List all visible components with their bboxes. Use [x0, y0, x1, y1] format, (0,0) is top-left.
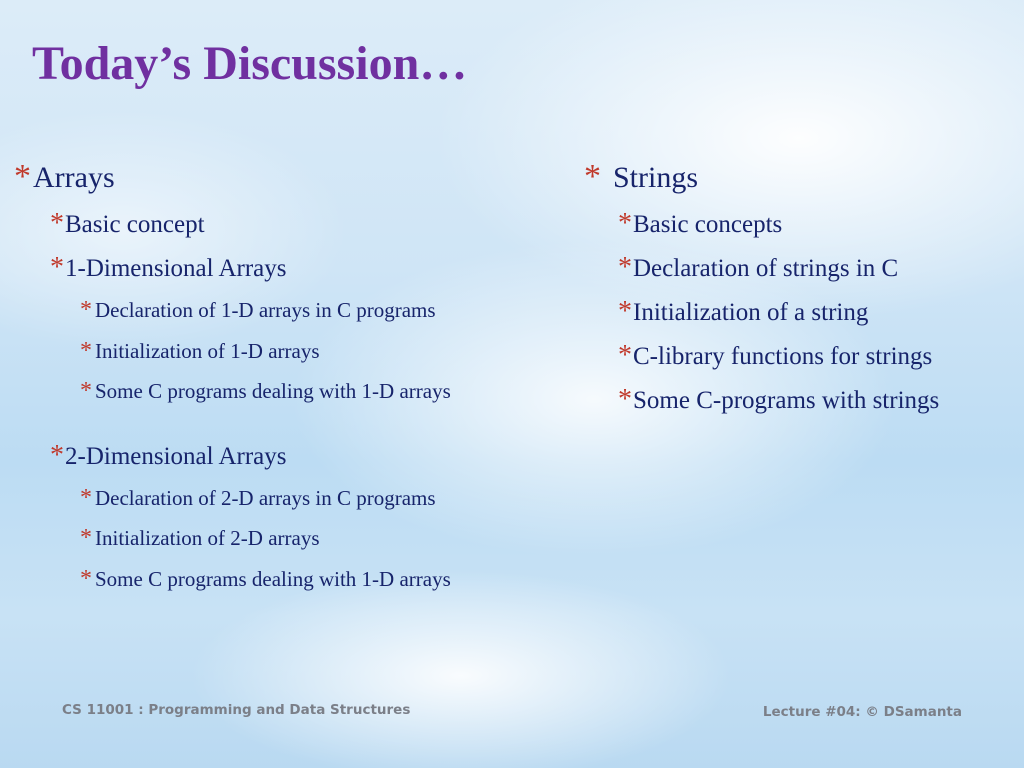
- bullet-star-icon: *: [80, 484, 92, 511]
- bullet-label: 1-Dimensional Arrays: [65, 255, 287, 282]
- bullet-string-programs: [584, 378, 1014, 422]
- spacer: [14, 412, 564, 434]
- bullet-label: Basic concepts: [633, 211, 783, 238]
- bullet-string-declaration: [584, 246, 1014, 290]
- bullet-star-icon: *: [80, 565, 92, 592]
- bullet-arrays: [14, 152, 564, 202]
- bullet-star-icon: *: [618, 384, 632, 415]
- bullet-star-icon: *: [50, 439, 64, 471]
- bullet-label: Declaration of strings in C: [633, 255, 899, 282]
- bullet-label: Initialization of 2-D arrays: [95, 526, 320, 550]
- bullet-2d-programs: [14, 559, 564, 600]
- bullet-star-icon: *: [50, 252, 64, 283]
- bullet-star-icon: *: [80, 297, 92, 323]
- bullet-library-functions: [584, 334, 1014, 378]
- bullet-2d-arrays: [14, 434, 564, 478]
- bullet-label: Strings: [613, 161, 699, 194]
- bullet-1d-initialization: [14, 331, 564, 372]
- bullet-string-initialization: [584, 290, 1014, 334]
- bullet-label: Declaration of 2-D arrays in C programs: [95, 485, 436, 510]
- bullet-star-icon: *: [618, 340, 632, 371]
- footer-lecture: Lecture #04: © DSamanta: [762, 704, 962, 720]
- bullet-star-icon: *: [618, 296, 632, 327]
- bullet-label: Declaration of 1-D arrays in C programs: [95, 298, 436, 322]
- bullet-star-icon: *: [14, 158, 31, 195]
- bullet-label: Some C-programs with strings: [633, 387, 940, 414]
- bullet-strings: [584, 152, 1014, 202]
- bullet-label: Initialization of 1-D arrays: [95, 338, 320, 363]
- bullet-star-icon: *: [80, 337, 92, 364]
- bullet-star-icon: *: [618, 208, 632, 239]
- bullet-star-icon: *: [50, 208, 64, 239]
- bullet-star-icon: *: [618, 252, 632, 283]
- bullet-star-icon: *: [80, 378, 92, 404]
- bullet-star-icon: *: [80, 525, 92, 551]
- bullet-1d-arrays: [14, 246, 564, 290]
- bullet-1d-declaration: [14, 290, 564, 331]
- bullet-label: Some C programs dealing with 1-D arrays: [95, 379, 451, 403]
- bullet-label: Initialization of a string: [633, 299, 869, 326]
- bullet-star-icon: *: [584, 158, 601, 195]
- bullet-basic-concept: [14, 202, 564, 246]
- bullet-label: Arrays: [33, 161, 115, 194]
- slide-title: Today’s Discussion…: [32, 37, 468, 90]
- left-column: [14, 152, 564, 599]
- bullet-2d-initialization: [14, 518, 564, 559]
- bullet-label: Some C programs dealing with 1-D arrays: [95, 566, 451, 591]
- footer-course: CS 11001 : Programming and Data Structures: [62, 702, 411, 718]
- bullet-1d-programs: [14, 371, 564, 412]
- bullet-label: 2-Dimensional Arrays: [65, 442, 287, 470]
- bullet-label: Basic concept: [65, 211, 205, 238]
- right-column: [584, 152, 1014, 422]
- bullet-label: C-library functions for strings: [633, 343, 933, 370]
- bullet-basic-concepts: [584, 202, 1014, 246]
- bullet-2d-declaration: [14, 478, 564, 519]
